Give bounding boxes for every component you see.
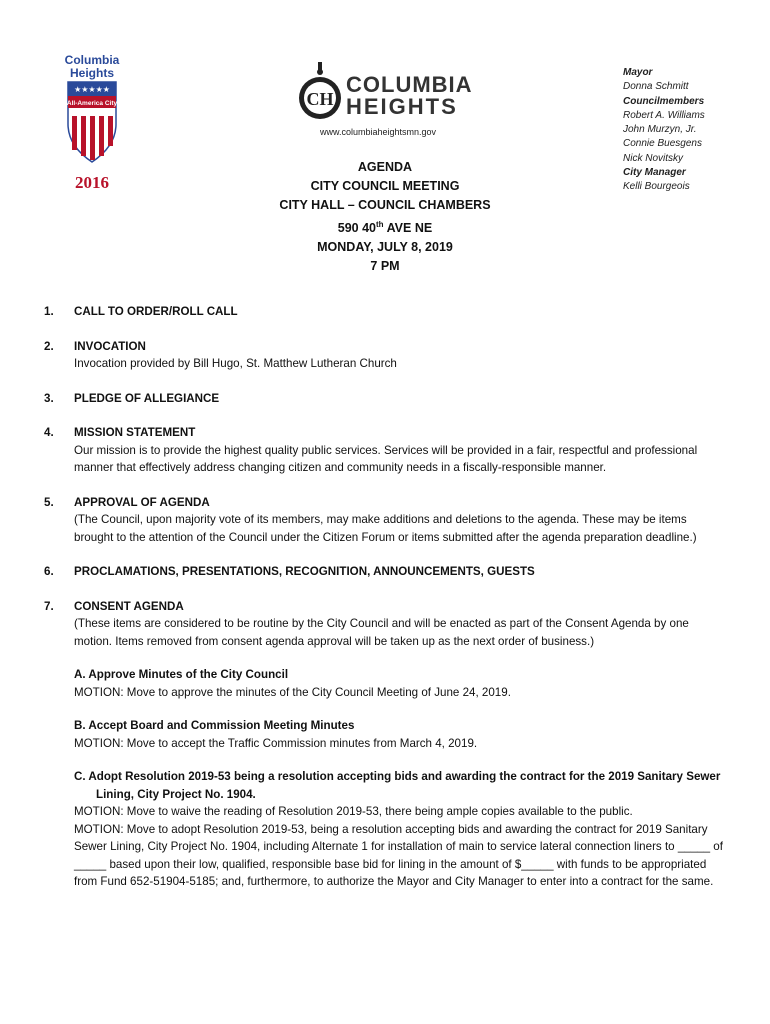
- logo-name-line2: Heights: [69, 66, 114, 80]
- address-number: 590 40: [337, 221, 377, 236]
- svg-text:All-America City: All-America City: [66, 100, 118, 107]
- meeting-location: CITY HALL – COUNCIL CHAMBERS: [279, 198, 491, 212]
- mayor-role: Mayor: [623, 67, 653, 78]
- agenda-title: AGENDA: [357, 160, 413, 174]
- svg-text:★★★★★: ★★★★★: [74, 85, 110, 94]
- item-text: (The Council, upon majority vote of its members, may make additions and deletions to the agenda. These may be items brought to the attention of the Council under the Citizen Forum or items submitted after the agenda preparation deadline.): [74, 513, 697, 544]
- consent-agenda-item: [44, 598, 724, 891]
- agenda-item: [44, 390, 724, 408]
- subitem-motion: MOTION: Move to adopt Resolution 2019-53, being a resolution accepting bids and awarding the contract for 2019 Sanitary Sewer Lining, City Project No. 1904, including Alternate 1 for installation of main to service lateral connection liners to _____ of _____ based upon their low, qualified, responsible base bid for lining in the amount of $_____ with funds to be appropriated from Fund 652-51904-5185; and, furthermore, to authorize the Mayor and City Manager to enter into a contract for the same.: [74, 822, 723, 888]
- item-title: APPROVAL OF AGENDA: [74, 495, 210, 509]
- subitem-title: C. Adopt Resolution 2019-53 being a resolution accepting bids and awarding the contract for the 2019 Sanitary Sewer Lining, City Project No. 1904.: [74, 770, 721, 801]
- subitem-title: A. Approve Minutes of the City Council: [74, 668, 289, 681]
- meeting-type: CITY COUNCIL MEETING: [310, 179, 460, 193]
- item-number: 3.: [44, 391, 54, 405]
- item-title: PROCLAMATIONS, PRESENTATIONS, RECOGNITION, ANNOUNCEMENTS, GUESTS: [74, 565, 535, 578]
- svg-text:CH: CH: [306, 89, 334, 109]
- item-title: INVOCATION: [74, 339, 146, 353]
- subitem-title: B. Accept Board and Commission Meeting Minutes: [74, 719, 355, 732]
- subitem-motion: MOTION: Move to approve the minutes of the City Council Meeting of June 24, 2019.: [74, 685, 511, 699]
- logo-year: 2016: [75, 173, 109, 192]
- agenda-item: [44, 303, 724, 321]
- consent-subitem-a: [74, 666, 724, 701]
- address-street: AVE NE: [383, 221, 433, 236]
- website-link[interactable]: www.columbiaheightsmn.gov: [320, 127, 437, 137]
- subitem-motion: MOTION: Move to accept the Traffic Commission minutes from March 4, 2019.: [74, 736, 478, 750]
- agenda-item: [44, 563, 724, 581]
- agenda-header: [0, 158, 770, 276]
- consent-subitem-b: [74, 717, 724, 752]
- clock-tower-icon: [296, 62, 344, 126]
- columbia-heights-logo: [296, 62, 476, 126]
- item-title: PLEDGE OF ALLEGIANCE: [74, 391, 220, 405]
- councilmember: Robert A. Williams: [623, 109, 705, 121]
- councilmember: Nick Novitsky: [623, 152, 684, 164]
- subitem-motion: MOTION: Move to waive the reading of Resolution 2019-53, there being ample copies available to the public.: [74, 805, 633, 818]
- councilmember: Connie Buesgens: [623, 138, 702, 150]
- item-text: (These items are considered to be routine by the City Council and will be enacted as part of the Consent Agenda by one motion. Items removed from consent agenda approval will be taken up as the next order of business.): [74, 617, 689, 648]
- item-text: Our mission is to provide the highest quality public services. Services will be provided in a fair, respectful and professional manner that effectively address changing citizen and community needs in a fiscally-responsible manner.: [74, 443, 698, 474]
- councilmember: John Murzyn, Jr.: [623, 124, 697, 136]
- item-number: 1.: [44, 305, 54, 318]
- item-title: MISSION STATEMENT: [74, 426, 196, 439]
- logo-word2: HEIGHTS: [346, 94, 458, 119]
- logo-wordmark: [346, 74, 473, 118]
- logo-name-line1: Columbia: [64, 53, 120, 67]
- item-number: 5.: [44, 495, 54, 509]
- logo-city-name: [60, 54, 124, 80]
- item-number: 7.: [44, 599, 54, 613]
- meeting-date: MONDAY, JULY 8, 2019: [317, 240, 453, 255]
- manager-role: City Manager: [623, 167, 686, 179]
- agenda-items: [44, 303, 724, 908]
- mayor-name: Donna Schmitt: [623, 81, 689, 93]
- item-text: Invocation provided by Bill Hugo, St. Matthew Lutheran Church: [74, 357, 397, 370]
- consent-subitem-c: [74, 768, 724, 891]
- agenda-item: [44, 424, 724, 477]
- agenda-item: [44, 494, 724, 547]
- item-number: 6.: [44, 565, 54, 578]
- address-suffix: th: [376, 220, 384, 229]
- shield-icon: [60, 80, 124, 164]
- item-number: 2.: [44, 339, 54, 353]
- meeting-time: 7 PM: [370, 259, 400, 274]
- item-title: CALL TO ORDER/ROLL CALL: [74, 305, 238, 318]
- council-role: Councilmembers: [623, 95, 705, 107]
- agenda-item: [44, 338, 724, 373]
- logo-word1: COLUMBIA: [346, 72, 473, 97]
- meeting-address: [0, 215, 770, 238]
- item-title: CONSENT AGENDA: [74, 599, 184, 613]
- item-number: 4.: [44, 426, 54, 439]
- manager-name: Kelli Bourgeois: [623, 181, 690, 193]
